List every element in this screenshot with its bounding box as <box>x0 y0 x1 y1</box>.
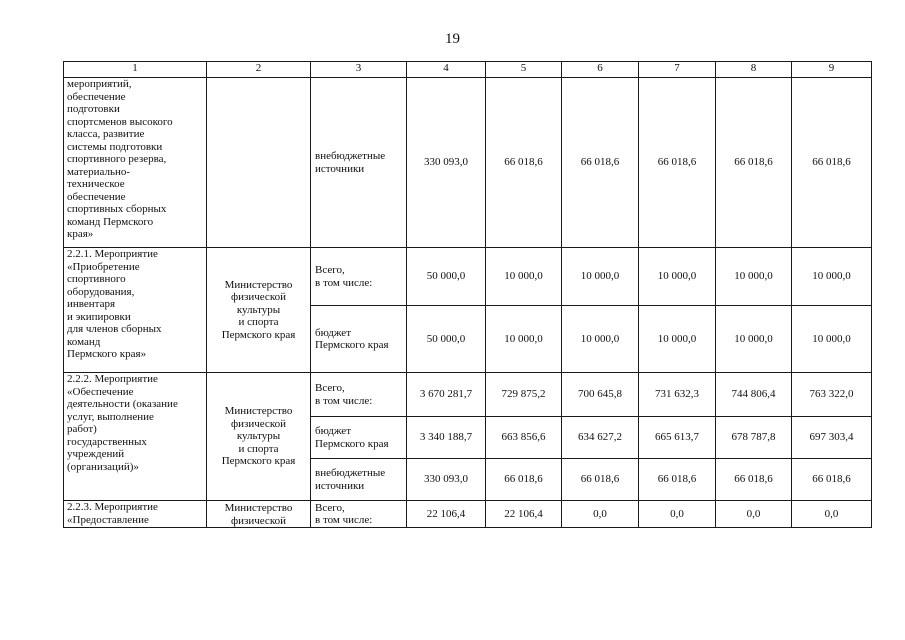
value-cell: 50 000,0 <box>407 306 486 373</box>
activity-cell <box>64 501 207 528</box>
source-cell <box>311 373 407 417</box>
source-text <box>315 150 404 175</box>
executor-cell <box>207 501 311 528</box>
cell-line: Всего, <box>315 264 345 276</box>
value-cell: 744 806,4 <box>716 373 792 417</box>
cell-line: мероприятий, <box>67 78 132 90</box>
value-cell: 0,0 <box>562 501 639 528</box>
table-row <box>64 248 872 306</box>
header-cell: 7 <box>639 62 716 78</box>
cell-line: в том числе: <box>315 276 373 289</box>
activity-text <box>67 78 204 241</box>
cell-line: материально- <box>67 165 131 178</box>
value-cell: 634 627,2 <box>562 417 639 459</box>
cell-line: Всего, <box>315 501 345 514</box>
cell-line: для членов сборных <box>67 323 162 335</box>
value-cell: 22 106,4 <box>407 501 486 528</box>
source-text <box>315 264 404 289</box>
cell-line: Министерство <box>224 502 293 514</box>
source-cell <box>311 417 407 459</box>
executor-cell <box>207 78 311 248</box>
activity-cell <box>64 78 207 248</box>
source-text <box>315 502 404 527</box>
value-cell: 66 018,6 <box>562 459 639 501</box>
executor-text <box>209 405 308 468</box>
value-cell: 10 000,0 <box>716 306 792 373</box>
value-cell: 697 303,4 <box>792 417 872 459</box>
cell-line: инвентаря <box>67 298 116 310</box>
cell-line: деятельности (оказание <box>67 398 178 410</box>
cell-line: в том числе: <box>315 394 373 407</box>
value-cell: 10 000,0 <box>792 306 872 373</box>
cell-line: спортивных сборных <box>67 203 167 215</box>
cell-line: спортивного <box>67 273 126 285</box>
cell-line: спортивного резерва, <box>67 153 167 165</box>
cell-line: спортсменов высокого <box>67 115 173 128</box>
header-row <box>64 62 872 78</box>
header-cell: 5 <box>486 62 562 78</box>
cell-line: Министерство <box>224 405 293 418</box>
cell-line: команд Пермского <box>67 215 154 228</box>
cell-line: услуг, выполнение <box>67 410 154 423</box>
cell-line: Министерство <box>224 278 293 291</box>
cell-line: системы подготовки <box>67 140 163 153</box>
value-cell: 10 000,0 <box>639 248 716 306</box>
cell-line: Пермского края <box>315 437 389 450</box>
table-row <box>64 501 872 528</box>
cell-line: физической <box>231 291 286 304</box>
cell-line: Пермского края <box>221 455 296 468</box>
table-row <box>64 373 872 417</box>
cell-line: 2.2.2. Мероприятие <box>67 373 158 385</box>
value-cell: 10 000,0 <box>562 248 639 306</box>
value-cell: 66 018,6 <box>486 459 562 501</box>
source-cell <box>311 78 407 248</box>
cell-line: и спорта <box>238 316 279 329</box>
cell-line: обеспечение <box>67 190 126 203</box>
executor-cell <box>207 248 311 373</box>
cell-line: 2.2.3. Мероприятие <box>67 501 158 513</box>
source-text <box>315 327 404 352</box>
value-cell: 10 000,0 <box>792 248 872 306</box>
cell-line: команд <box>67 335 101 348</box>
cell-line: физической <box>231 417 286 430</box>
cell-line: «Предоставление <box>67 513 149 526</box>
value-cell: 678 787,8 <box>716 417 792 459</box>
activity-text <box>67 248 204 361</box>
cell-line: культуры <box>236 303 281 316</box>
value-cell: 10 000,0 <box>562 306 639 373</box>
cell-line: физической <box>231 514 286 527</box>
value-cell: 330 093,0 <box>407 459 486 501</box>
value-cell: 10 000,0 <box>716 248 792 306</box>
cell-line: Пермского края <box>221 328 296 341</box>
cell-line: работ) <box>67 423 97 435</box>
header-cell: 8 <box>716 62 792 78</box>
source-cell <box>311 501 407 528</box>
cell-line: учреждений <box>67 448 125 460</box>
cell-line: подготовки <box>67 103 120 115</box>
source-cell <box>311 248 407 306</box>
value-cell: 3 340 188,7 <box>407 417 486 459</box>
executor-cell <box>207 373 311 501</box>
header-cell: 3 <box>311 62 407 78</box>
table-row <box>64 78 872 248</box>
value-cell: 0,0 <box>716 501 792 528</box>
value-cell: 3 670 281,7 <box>407 373 486 417</box>
value-cell: 66 018,6 <box>562 78 639 248</box>
source-cell <box>311 306 407 373</box>
value-cell: 10 000,0 <box>486 248 562 306</box>
cell-line: класса, развитие <box>67 128 145 140</box>
cell-line: техническое <box>67 178 125 190</box>
cell-line: Пермского края» <box>67 348 147 360</box>
cell-line: края» <box>67 228 94 240</box>
source-text <box>315 425 404 450</box>
value-cell: 763 322,0 <box>792 373 872 417</box>
cell-line: (организаций)» <box>67 460 139 473</box>
value-cell: 50 000,0 <box>407 248 486 306</box>
header-cell: 6 <box>562 62 639 78</box>
source-text <box>315 382 404 407</box>
value-cell: 66 018,6 <box>792 78 872 248</box>
value-cell: 729 875,2 <box>486 373 562 417</box>
header-cell: 1 <box>64 62 207 78</box>
activity-cell <box>64 248 207 373</box>
cell-line: Пермского края <box>315 339 389 351</box>
cell-line: 2.2.1. Мероприятие <box>67 248 158 260</box>
executor-text <box>209 279 308 342</box>
cell-line: источники <box>315 479 365 492</box>
cell-line: источники <box>315 162 365 175</box>
cell-line: оборудования, <box>67 285 135 298</box>
header-cell: 2 <box>207 62 311 78</box>
value-cell: 0,0 <box>639 501 716 528</box>
cell-line: внебюджетные <box>315 467 386 479</box>
value-cell: 10 000,0 <box>486 306 562 373</box>
cell-line: Всего, <box>315 382 345 394</box>
value-cell: 663 856,6 <box>486 417 562 459</box>
value-cell: 731 632,3 <box>639 373 716 417</box>
cell-line: бюджет <box>315 425 351 437</box>
activity-cell <box>64 373 207 501</box>
value-cell: 665 613,7 <box>639 417 716 459</box>
cell-line: культуры <box>236 430 281 443</box>
value-cell: 66 018,6 <box>486 78 562 248</box>
value-cell: 700 645,8 <box>562 373 639 417</box>
value-cell: 66 018,6 <box>716 459 792 501</box>
value-cell: 10 000,0 <box>639 306 716 373</box>
value-cell: 0,0 <box>792 501 872 528</box>
header-cell: 9 <box>792 62 872 78</box>
value-cell: 330 093,0 <box>407 78 486 248</box>
cell-line: «Приобретение <box>67 260 140 273</box>
activity-text <box>67 501 204 526</box>
header-cell: 4 <box>407 62 486 78</box>
value-cell: 66 018,6 <box>639 78 716 248</box>
cell-line: обеспечение <box>67 90 126 103</box>
cell-line: в том числе: <box>315 514 373 526</box>
cell-line: и экипировки <box>67 310 131 323</box>
value-cell: 66 018,6 <box>639 459 716 501</box>
cell-line: и спорта <box>238 442 279 455</box>
value-cell: 22 106,4 <box>486 501 562 528</box>
source-text <box>315 467 404 492</box>
budget-table <box>63 61 872 528</box>
cell-line: государственных <box>67 435 147 448</box>
value-cell: 66 018,6 <box>716 78 792 248</box>
value-cell: 66 018,6 <box>792 459 872 501</box>
source-cell <box>311 459 407 501</box>
cell-line: бюджет <box>315 326 351 339</box>
activity-text <box>67 373 204 473</box>
page-number: 19 <box>445 31 460 47</box>
executor-text <box>209 502 308 527</box>
cell-line: внебюджетные <box>315 150 386 162</box>
cell-line: «Обеспечение <box>67 385 134 398</box>
